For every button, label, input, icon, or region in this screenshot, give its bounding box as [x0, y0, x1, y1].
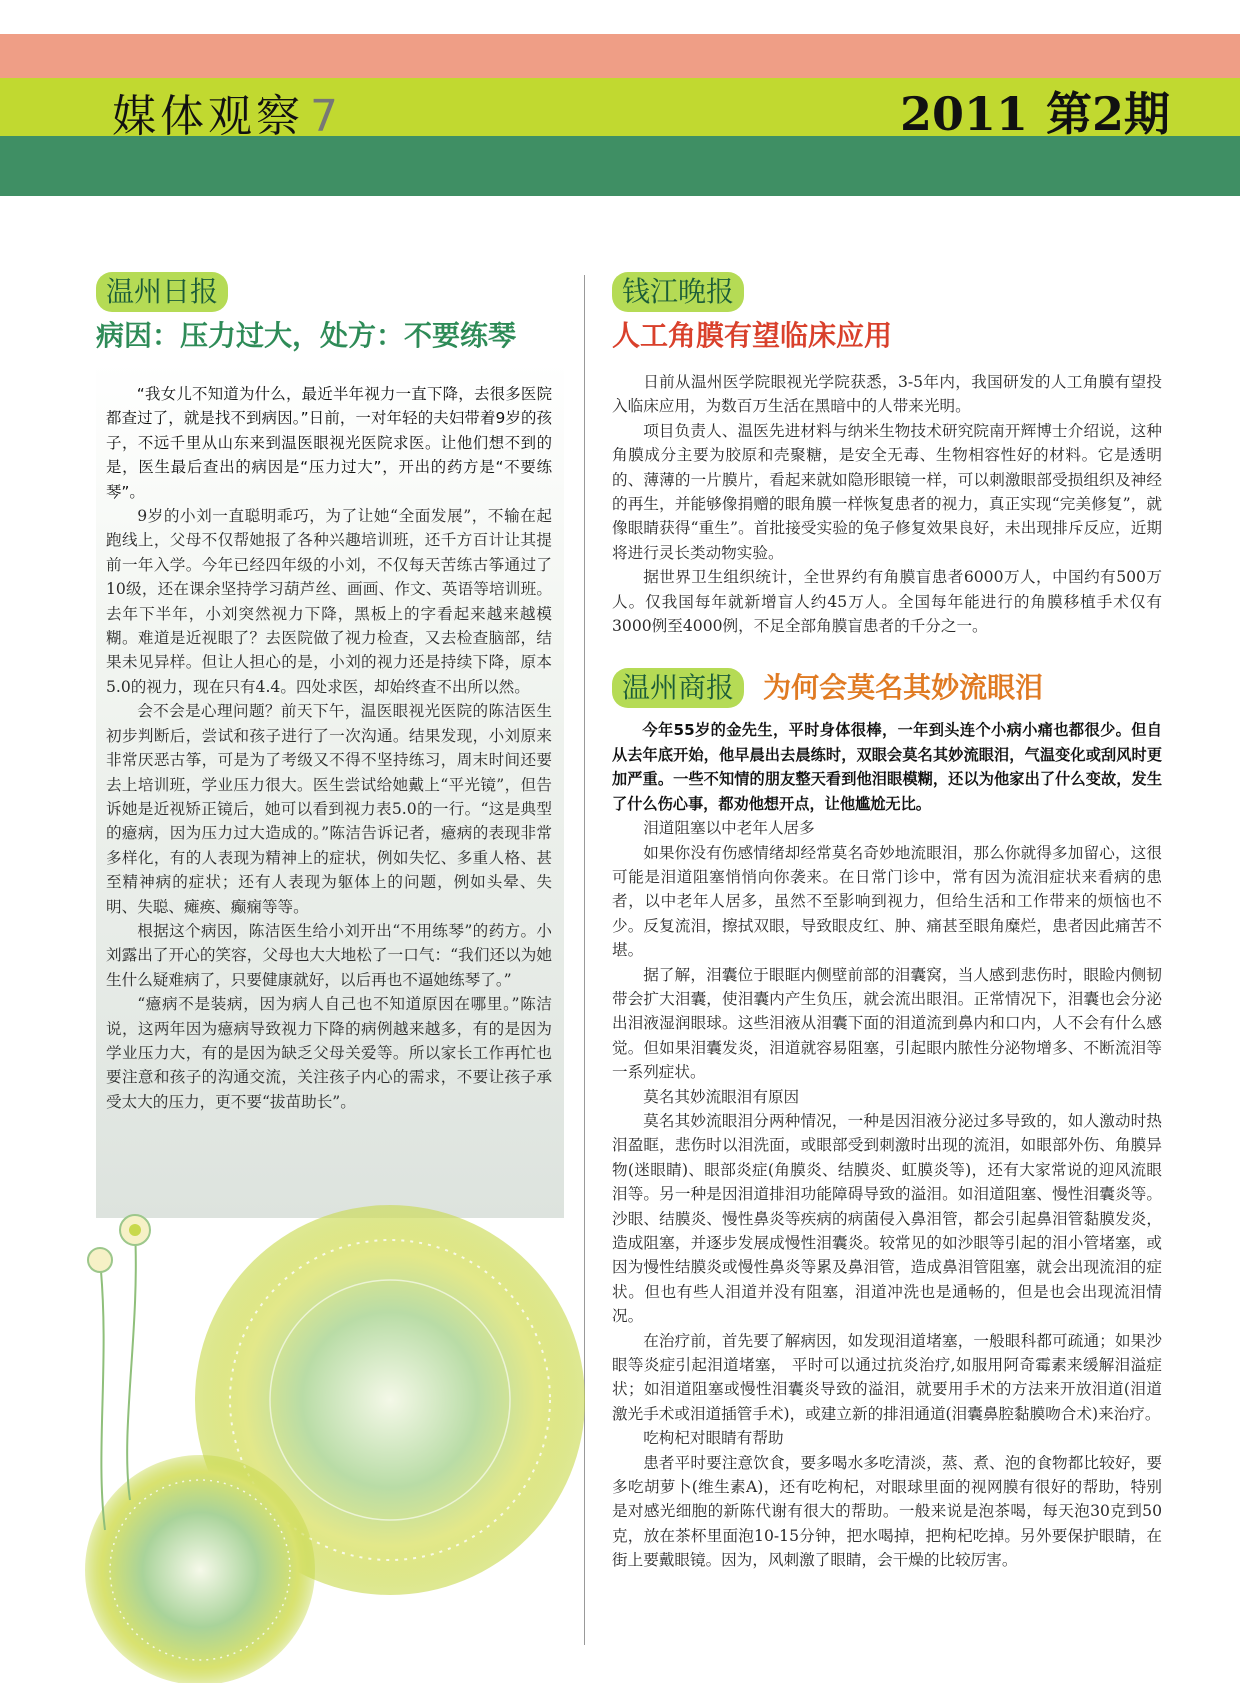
article-subheading: 泪道阻塞以中老年人居多 [643, 819, 815, 838]
article-paragraph: 莫名其妙流眼泪分两种情况，一种是因泪液分泌过多导致的，如人激动时热泪盈眶，悲伤时以泪洗面，或眼部受到刺激时出现的流泪，如眼部外伤、角膜异物(迷眼睛)、眼部炎症(角膜炎、结膜炎、虹膜炎等)，还有大家常说的迎风流眼泪等。另一种是因泪道排泪功能障碍导致的溢泪。如泪道阻塞、慢性泪囊炎等。沙眼、结膜炎、慢性鼻炎等疾病的病菌侵入鼻泪管，都会引起鼻泪管黏膜发炎，造成阻塞，并逐步发展成慢性泪囊炎。较常见的如沙眼等引起的泪小管堵塞，或因为慢性结膜炎或慢性鼻炎等累及鼻泪管，造成鼻泪管阻塞，就会出现流泪的症状。但也有些人泪道并没有阻塞，泪道冲洗也是通畅的，但是也会出现流泪情况。 [612, 1111, 1162, 1326]
article-subheading: 莫名其妙流眼泪有原因 [643, 1087, 800, 1106]
article-paragraph: 会不会是心理问题？前天下午，温医眼视光医院的陈洁医生初步判断后，尝试和孩子进行了一次沟通。结果发现，小刘原来非常厌恶古筝，可是为了考级又不得不坚持练习，周末时间还要去上培训班，学业压力很大。医生尝试给她戴上“平光镜”，但告诉她是近视矫正镜后，她可以看到视力表5.0的一行。“这是典型的癔病，因为压力过大造成的。”陈洁告诉记者，癔病的表现非常多样化，有的人表现为精神上的症状，例如失忆、多重人格、甚至精神病的症状；还有人表现为躯体上的问题，例如头晕、失明、失聪、瘫痪、癫痫等等。 [106, 702, 552, 916]
article-paragraph: 据世界卫生组织统计，全世界约有角膜盲患者6000万人，中国约有500万人。仅我国每年就新增盲人约45万人。全国每年能进行的角膜移植手术仅有3000例至4000例，不足全部角膜盲患者的千分之一。 [612, 568, 1162, 636]
section-title-text: 媒体观察 [112, 91, 304, 142]
flower-stem [127, 1230, 136, 1500]
article-paragraph: 日前从温州医学院眼视光学院获悉，3-5年内，我国研发的人工角膜有望投入临床应用，为数百万生活在黑暗中的人带来光明。 [612, 373, 1162, 416]
article-paragraph: 据了解，泪囊位于眼眶内侧壁前部的泪囊窝，当人感到悲伤时，眼睑内侧韧带会扩大泪囊，使泪囊内产生负压，就会流出眼泪。正常情况下，泪囊也会分泌出泪液湿润眼球。这些泪液从泪囊下面的泪道流到鼻内和口内，人不会有什么感觉。但如果泪囊发炎，泪道就容易阻塞，引起眼内脓性分泌物增多、不断流泪等一系列症状。 [612, 965, 1162, 1082]
article-paragraph: 项目负责人、温医先进材料与纳米生物技术研究院南开辉博士介绍说，这种角膜成分主要为胶原和壳聚糖，是安全无毒、生物相容性好的材料。它是透明的、薄薄的一片膜片，看起来就如隐形眼镜一样，可以刺激眼部受损组织及神经的再生，并能够像捐赠的眼角膜一样恢复患者的视力，真正实现“完美修复”，就像眼睛获得“重生”。首批接受实验的兔子修复效果良好，未出现排斥反应，近期将进行灵长类动物实验。 [612, 421, 1162, 562]
flower-center [129, 1224, 141, 1236]
section-title [112, 80, 342, 144]
article-lead: 今年55岁的金先生，平时身体很棒，一年到头连个小病小痛也都很少。但自从去年底开始，他早晨出去晨练时，双眼会莫名其妙流眼泪，气温变化或刮风时更加严重。一些不知情的朋友整天看到他泪眼模糊，还以为他家出了什么变故，发生了什么伤心事，都劝他想开点，让他尴尬无比。 [612, 721, 1162, 813]
article-body [612, 370, 1172, 638]
article-headline: 人工角膜有望临床应用 [612, 319, 893, 352]
article-paragraph: 如果你没有伤感情绪却经常莫名奇妙地流眼泪，那么你就得多加留心，这很可能是泪道阻塞悄悄向你袭来。在日常门诊中，常有因为流泪症状来看病的患者，以中老年人居多，虽然不至影响到视力，但给生活和工作带来的烦恼也不少。反复流泪，擦拭双眼，导致眼皮红、肿、痛甚至眼角糜烂，患者因此痛苦不堪。 [612, 843, 1162, 960]
article-headline: 病因：压力过大，处方：不要练琴 [96, 319, 517, 352]
issue-label [900, 78, 1170, 144]
decorative-circles-illustration [60, 1200, 620, 1683]
issue-number: 第2期 [1045, 87, 1170, 141]
article-title-row [612, 668, 1172, 708]
article-paragraph: 根据这个病因，陈洁医生给小刘开出“不用练琴”的药方。小刘露出了开心的笑容，父母也大大地松了一口气：“我们还以为她生什么疑难病了，只要健康就好，以后再也不逼她练琴了。” [106, 921, 552, 989]
paper-tag: 温州商报 [612, 668, 744, 708]
article-paragraph: “我女儿不知道为什么，最近半年视力一直下降，去很多医院都查过了，就是找不到病因。”日前，一对年轻的夫妇带着9岁的孩子，不远千里从山东来到温医眼视光医院求医。让他们想不到的是，医生最后查出的病因是“压力过大”，开出的药方是“不要练琴”。 [106, 385, 552, 501]
article-body [612, 718, 1172, 1572]
flower-stem [100, 1260, 105, 1530]
header-band-green [0, 136, 1240, 196]
article-paragraph: 9岁的小刘一直聪明乖巧，为了让她“全面发展”，不输在起跑线上，父母不仅帮她报了各种兴趣培训班，还千方百计让其提前一年入学。今年已经四年级的小刘，不仅每天苦练古筝通过了10级，还在课余坚持学习葫芦丝、画画、作文、英语等培训班。去年下半年，小刘突然视力下降，黑板上的字看起来越来越模糊。难道是近视眼了？去医院做了视力检查，又去检查脑部，结果未见异样。但让人担心的是，小刘的视力还是持续下降，原本5.0的视力，现在只有4.4。四处求医，却始终查不出所以然。 [106, 507, 552, 696]
paper-tag: 钱江晚报 [612, 272, 744, 312]
header-band-salmon [0, 34, 1240, 78]
small-circle [85, 1455, 315, 1683]
article-wenzhou-daily [96, 272, 566, 1114]
article-qianjiang-evening [612, 272, 1172, 1573]
paper-tag: 温州日报 [96, 272, 228, 312]
article-body [96, 382, 566, 1114]
article-headline: 为何会莫名其妙流眼泪 [763, 671, 1044, 705]
section-number: 7 [310, 91, 342, 142]
article-paragraph: “癔病不是装病，因为病人自己也不知道原因在哪里。”陈洁说，这两年因为癔病导致视力下降的病例越来越多，有的是因为学业压力大，有的是因为缺乏父母关爱等。所以家长工作再忙也要注意和孩子的沟通交流，关注孩子内心的需求，不要让孩子承受太大的压力，更不要“拔苗助长”。 [106, 995, 552, 1111]
article-wenzhou-business [612, 668, 1172, 1572]
issue-year: 2011 [899, 87, 1028, 141]
article-subheading: 吃枸杞对眼睛有帮助 [643, 1429, 784, 1448]
article-paragraph: 在治疗前，首先要了解病因，如发现泪道堵塞，一般眼科都可疏通；如果沙眼等炎症引起泪道堵塞， 平时可以通过抗炎治疗,如服用阿奇霉素来缓解泪溢症状；如泪道阻塞或慢性泪囊炎导致的溢泪，就要用手术的方法来开放泪道(泪道激光手术或泪道插管手术)，或建立新的排泪通道(泪囊鼻腔黏膜吻合术)来治疗。 [612, 1331, 1162, 1423]
article-paragraph: 患者平时要注意饮食，要多喝水多吃清淡，蒸、煮、泡的食物都比较好，要多吃胡萝卜(维生素A)，还有吃枸杞，对眼球里面的视网膜有很好的帮助，特别是对感光细胞的新陈代谢有很大的帮助。一般来说是泡茶喝，每天泡30克到50克，放在茶杯里面泡10-15分钟，把水喝掉，把枸杞吃掉。另外要保护眼睛，在街上要戴眼镜。因为，风刺激了眼睛，会干燥的比较厉害。 [612, 1453, 1162, 1570]
flower-bud [88, 1248, 112, 1272]
